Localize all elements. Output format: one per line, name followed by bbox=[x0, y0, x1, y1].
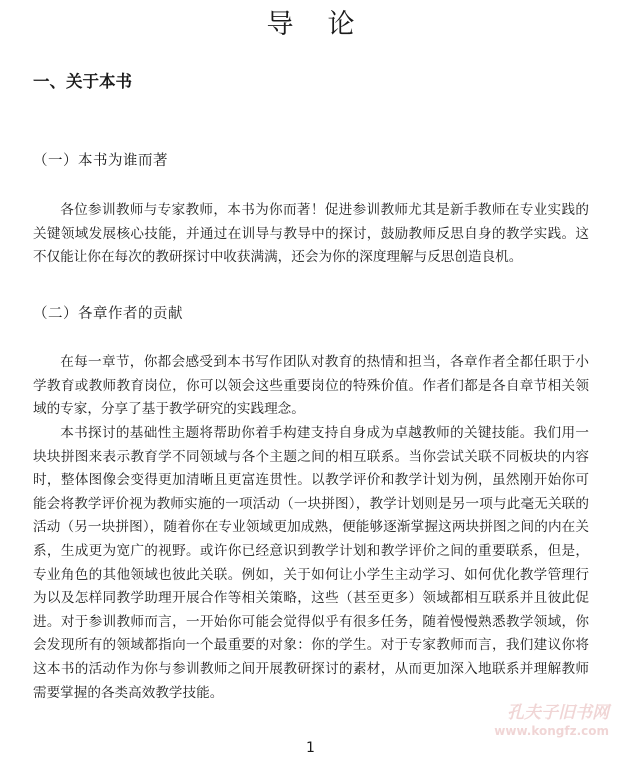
paragraph-contributions-1: 在每一章节，你都会感受到本书写作团队对教育的热情和担当，各章作者全都任职于小学教育或教师教育岗位，你可以领会这些重要岗位的特殊价值。作者们都是各自章节相关领域的专家，分享了基于教学研究的实践理念。 bbox=[33, 354, 589, 418]
paragraph-for-whom: 各位参训教师与专家教师，本书为你而著！促进参训教师尤其是新手教师在专业实践的关键领域发展核心技能，并通过在训导与教导中的探讨，鼓励教师反思自身的教学实践。这不仅能让你在每次的教研探讨中收获满满，还会为你的深度理解与反思创造良机。 bbox=[33, 202, 589, 266]
page-number: 1 bbox=[306, 740, 315, 756]
section-heading-about-book: 一、关于本书 bbox=[33, 72, 132, 91]
watermark-text: 孔夫子旧书网 bbox=[507, 703, 609, 723]
page-title: 导论 bbox=[266, 9, 389, 40]
paragraph-contributions-2: 本书探讨的基础性主题将帮助你着手构建支持自身成为卓越教师的关键技能。我们用一块块拼图来表示教育学不同领域与各个主题之间的相互联系。当你尝试关联不同板块的内容时，整体图像会变得更加清晰且更富连贯性。以教学评价和教学计划为例，虽然刚开始你可能会将教学评价视为教师实施的一项活动（一块拼图），教学计划则是另一项与此毫无关联的活动（另一块拼图），随着你在专业领域更加成熟，便能够逐渐掌握这两块拼图之间的内在关系，生成更为宽广的视野。或许你已经意识到教学计划和教学评价之间的重要联系，但是，专业角色的其他领域也彼此关联。例如，关于如何让小学生主动学习、如何优化教学管理行为以及怎样同教学助理开展合作等相关策略，这些（甚至更多）领域都相互联系并且彼此促进。对于参训教师而言，一开始你可能会觉得似乎有很多任务，随着慢慢熟悉教学领域，你会发现所有的领域都指向一个最重要的对象：你的学生。对于专家教师而言，我们建议你将这本书的活动作为你与参训教师之间开展教研探讨的素材，从而更加深入地联系并理解教师需要掌握的各类高效教学技能。 bbox=[33, 425, 589, 701]
watermark-logo bbox=[459, 702, 609, 738]
subsection-heading-for-whom: （一）本书为谁而著 bbox=[33, 153, 168, 169]
subsection-heading-contributions: （二）各章作者的贡献 bbox=[33, 306, 183, 322]
watermark-url: www.kongfz.com bbox=[494, 724, 609, 738]
